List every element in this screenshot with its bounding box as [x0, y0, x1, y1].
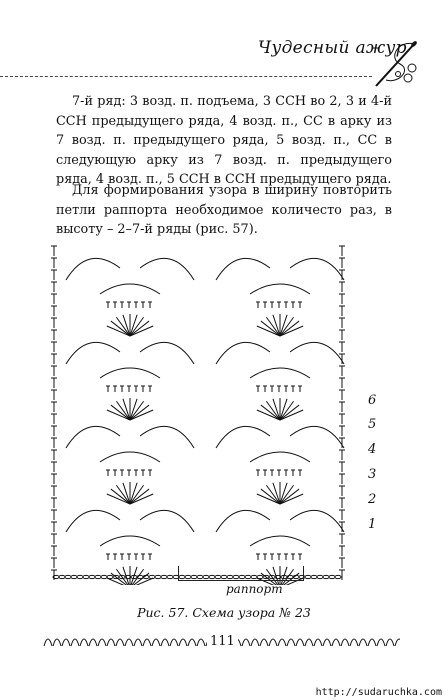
foundation-chain: [65, 575, 71, 578]
stitch-symbol: [298, 554, 302, 560]
row-number: 2: [368, 492, 377, 507]
stitch-symbol: [339, 522, 345, 532]
footer-ornament-loop: [53, 639, 61, 646]
stitch-symbol: [339, 294, 345, 304]
chain-arch: [290, 342, 344, 364]
stitch-symbol: [51, 450, 57, 460]
stitch-symbol: [339, 390, 345, 400]
foundation-chain: [101, 575, 107, 578]
footer-ornament-loop: [269, 639, 277, 646]
stitch-symbol: [51, 462, 57, 472]
chain-arch: [140, 258, 194, 280]
stitch-symbol: [51, 510, 57, 520]
stitch-symbol: [141, 554, 145, 560]
stitch-symbol: [148, 302, 152, 308]
stitch-symbol: [291, 470, 295, 476]
stitch-symbol: [106, 470, 110, 476]
row-number: 6: [368, 393, 377, 408]
stitch-symbol: [339, 354, 345, 364]
stitch-symbol: [134, 386, 138, 392]
stitch-symbol: [113, 470, 117, 476]
stitch-symbol: [339, 426, 345, 436]
stitch-symbol: [339, 474, 345, 484]
chain-arch: [66, 510, 120, 532]
stitch-symbol: [263, 302, 267, 308]
footer-ornament-loop: [323, 639, 331, 646]
stitch-symbol: [339, 510, 345, 520]
stitch-symbol: [291, 554, 295, 560]
foundation-chain: [161, 575, 167, 578]
foundation-chain: [155, 575, 161, 578]
chain-arch: [216, 426, 270, 448]
footer-ornament-loop: [197, 639, 205, 646]
footer-ornament-loop: [62, 639, 70, 646]
footer-ornament-loop: [350, 639, 358, 646]
stitch-symbol: [277, 302, 281, 308]
stitch-symbol: [270, 470, 274, 476]
stitch-symbol: [51, 486, 57, 496]
stitch-symbol: [127, 470, 131, 476]
stitch-symbol: [106, 302, 110, 308]
foundation-chain: [311, 575, 317, 578]
stitch-symbol: [51, 474, 57, 484]
stitch-symbol: [134, 302, 138, 308]
chain-arch: [66, 342, 120, 364]
stitch-symbol: [270, 554, 274, 560]
watermark: http://sudaruchka.com: [315, 687, 442, 698]
stitch-symbol: [339, 246, 345, 256]
stitch-symbol: [127, 302, 131, 308]
stitch-symbol: [256, 302, 260, 308]
foundation-chain: [317, 575, 323, 578]
instruction-paragraph-repeat: Для формирования узора в ширину повторить петли раппорта необходимое количесто раз, в высоту – 2–7-й ряды (рис. 57).: [56, 183, 392, 237]
footer-ornament-loop: [179, 639, 187, 646]
stitch-symbol: [51, 498, 57, 508]
stitch-symbol: [277, 554, 281, 560]
page-header-title: Чудесный ажур: [258, 38, 407, 58]
needle-thread-icon: [368, 34, 428, 94]
stitch-symbol: [277, 386, 281, 392]
stitch-symbol: [113, 554, 117, 560]
footer-ornament-loop: [287, 639, 295, 646]
stitch-symbol: [51, 414, 57, 424]
stitch-symbol: [51, 390, 57, 400]
stitch-symbol: [51, 246, 57, 256]
foundation-chain: [83, 575, 89, 578]
stitch-symbol: [339, 378, 345, 388]
stitch-symbol: [339, 534, 345, 544]
footer-ornament-loop: [161, 639, 169, 646]
stitch-symbol: [339, 402, 345, 412]
stitch-symbol: [339, 366, 345, 376]
stitch-symbol: [51, 282, 57, 292]
stitch-symbol: [120, 386, 124, 392]
stitch-symbol: [339, 330, 345, 340]
stitch-symbol: [339, 558, 345, 568]
row-number: 5: [368, 417, 377, 432]
footer-ornament-loop: [125, 639, 133, 646]
stitch-symbol: [270, 386, 274, 392]
chain-arch: [290, 258, 344, 280]
chain-arch: [100, 452, 160, 462]
stitch-symbol: [141, 386, 145, 392]
chain-arch: [140, 426, 194, 448]
stitch-symbol: [270, 302, 274, 308]
chain-arch: [290, 426, 344, 448]
stitch-symbol: [339, 498, 345, 508]
stitch-symbol: [51, 378, 57, 388]
chain-arch: [66, 258, 120, 280]
chain-arch: [250, 368, 310, 378]
stitch-symbol: [51, 438, 57, 448]
footer-ornament-loop: [296, 639, 304, 646]
rapport-bracket: [178, 566, 304, 581]
stitch-symbol: [339, 438, 345, 448]
stitch-symbol: [148, 470, 152, 476]
row-number: 1: [368, 517, 377, 532]
stitch-symbol: [51, 330, 57, 340]
stitch-symbol: [51, 354, 57, 364]
stitch-symbol: [120, 554, 124, 560]
footer-ornament-loop: [314, 639, 322, 646]
stitch-symbol: [51, 558, 57, 568]
chain-arch: [250, 536, 310, 546]
stitch-symbol: [339, 414, 345, 424]
footer-ornament-loop: [377, 639, 385, 646]
foundation-chain: [59, 575, 65, 578]
foundation-chain: [107, 575, 113, 578]
stitch-symbol: [256, 470, 260, 476]
stitch-symbol: [51, 306, 57, 316]
stitch-symbol: [339, 258, 345, 268]
stitch-symbol: [263, 386, 267, 392]
stitch-symbol: [339, 462, 345, 472]
footer-ornament-loop: [80, 639, 88, 646]
stitch-symbol: [298, 386, 302, 392]
footer-ornament-loop: [332, 639, 340, 646]
footer-ornament-loop: [89, 639, 97, 646]
stitch-symbol: [51, 270, 57, 280]
stitch-symbol: [120, 470, 124, 476]
stitch-symbol: [284, 386, 288, 392]
stitch-symbol: [148, 386, 152, 392]
foundation-chain: [335, 575, 341, 578]
footer-ornament-loop: [305, 639, 313, 646]
stitch-symbol: [51, 342, 57, 352]
chain-arch: [216, 510, 270, 532]
chain-arch: [250, 284, 310, 294]
foundation-chain: [167, 575, 173, 578]
stitch-symbol: [51, 294, 57, 304]
stitch-symbol: [51, 534, 57, 544]
foundation-chain: [77, 575, 83, 578]
foundation-chain: [89, 575, 95, 578]
footer-ornament-loop: [152, 639, 160, 646]
stitch-symbol: [141, 302, 145, 308]
header-divider: [0, 76, 372, 77]
stitch-symbol: [284, 554, 288, 560]
stitch-symbol: [51, 318, 57, 328]
footer-ornament-loop: [251, 639, 259, 646]
stitch-symbol: [339, 318, 345, 328]
stitch-symbol: [291, 386, 295, 392]
stitch-symbol: [120, 302, 124, 308]
stitch-symbol: [148, 554, 152, 560]
stitch-symbol: [127, 386, 131, 392]
footer-ornament-loop: [359, 639, 367, 646]
stitch-symbol: [51, 546, 57, 556]
chain-arch: [250, 452, 310, 462]
footer-ornament-loop: [368, 639, 376, 646]
stitch-symbol: [256, 554, 260, 560]
page-number: 111: [207, 634, 238, 649]
chain-arch: [290, 510, 344, 532]
chain-arch: [100, 284, 160, 294]
stitch-symbol: [51, 402, 57, 412]
footer-ornament-loop: [188, 639, 196, 646]
footer-ornament-loop: [260, 639, 268, 646]
stitch-symbol: [298, 302, 302, 308]
chain-arch: [140, 342, 194, 364]
chain-arch: [140, 510, 194, 532]
row-number: 3: [368, 467, 377, 482]
foundation-chain: [149, 575, 155, 578]
stitch-symbol: [284, 470, 288, 476]
stitch-symbol: [51, 426, 57, 436]
chain-arch: [100, 368, 160, 378]
stitch-symbol: [106, 554, 110, 560]
instruction-paragraph-row-7: 7-й ряд: 3 возд. п. подъема, 3 ССН во 2, 3 и 4-й ССН предыдущего ряда, 4 возд. п., СС в арку из 7 возд. п. предыдущего ряда, 5 возд. п., СС в следующую арку из 7 возд. п. предыдущего ряда, 4 возд. п., 5 ССН в ССН предыдущего ряда.: [56, 94, 392, 187]
chain-arch: [66, 426, 120, 448]
footer-ornament-loop: [278, 639, 286, 646]
stitch-symbol: [134, 470, 138, 476]
footer-ornament-loop: [395, 639, 400, 646]
footer-ornament-loop: [341, 639, 349, 646]
stitch-symbol: [284, 302, 288, 308]
rapport-label: раппорт: [226, 582, 283, 596]
footer-ornament-loop: [242, 639, 250, 646]
stitch-symbol: [256, 386, 260, 392]
stitch-symbol: [51, 522, 57, 532]
stitch-symbol: [113, 386, 117, 392]
footer-ornament-loop: [170, 639, 178, 646]
foundation-chain: [71, 575, 77, 578]
stitch-symbol: [134, 554, 138, 560]
footer-ornament-loop: [71, 639, 79, 646]
stitch-symbol: [298, 470, 302, 476]
stitch-symbol: [339, 342, 345, 352]
stitch-symbol: [277, 470, 281, 476]
stitch-symbol: [291, 302, 295, 308]
foundation-chain: [323, 575, 329, 578]
footer-ornament-loop: [134, 639, 142, 646]
row-number: 4: [368, 442, 377, 457]
footer-ornament-loop: [44, 639, 52, 646]
stitch-symbol: [113, 302, 117, 308]
stitch-symbol: [339, 486, 345, 496]
stitch-symbol: [339, 282, 345, 292]
stitch-symbol: [339, 306, 345, 316]
stitch-symbol: [106, 386, 110, 392]
stitch-symbol: [263, 554, 267, 560]
stitch-symbol: [51, 258, 57, 268]
stitch-symbol: [141, 470, 145, 476]
stitch-symbol: [339, 450, 345, 460]
foundation-chain: [95, 575, 101, 578]
chain-arch: [216, 342, 270, 364]
chain-arch: [100, 536, 160, 546]
stitch-symbol: [263, 470, 267, 476]
chain-arch: [216, 258, 270, 280]
stitch-symbol: [339, 546, 345, 556]
stitch-symbol: [127, 554, 131, 560]
foundation-chain: [305, 575, 311, 578]
foundation-chain: [329, 575, 335, 578]
stitch-symbol: [51, 366, 57, 376]
footer-ornament-loop: [116, 639, 124, 646]
footer-ornament-loop: [107, 639, 115, 646]
page-header: [0, 34, 448, 94]
footer-ornament-loop: [386, 639, 394, 646]
figure-caption: Рис. 57. Схема узора № 23: [137, 605, 311, 620]
footer-ornament-loop: [98, 639, 106, 646]
stitch-symbol: [339, 270, 345, 280]
footer-ornament-loop: [143, 639, 151, 646]
crochet-pattern-chart: [50, 240, 350, 585]
